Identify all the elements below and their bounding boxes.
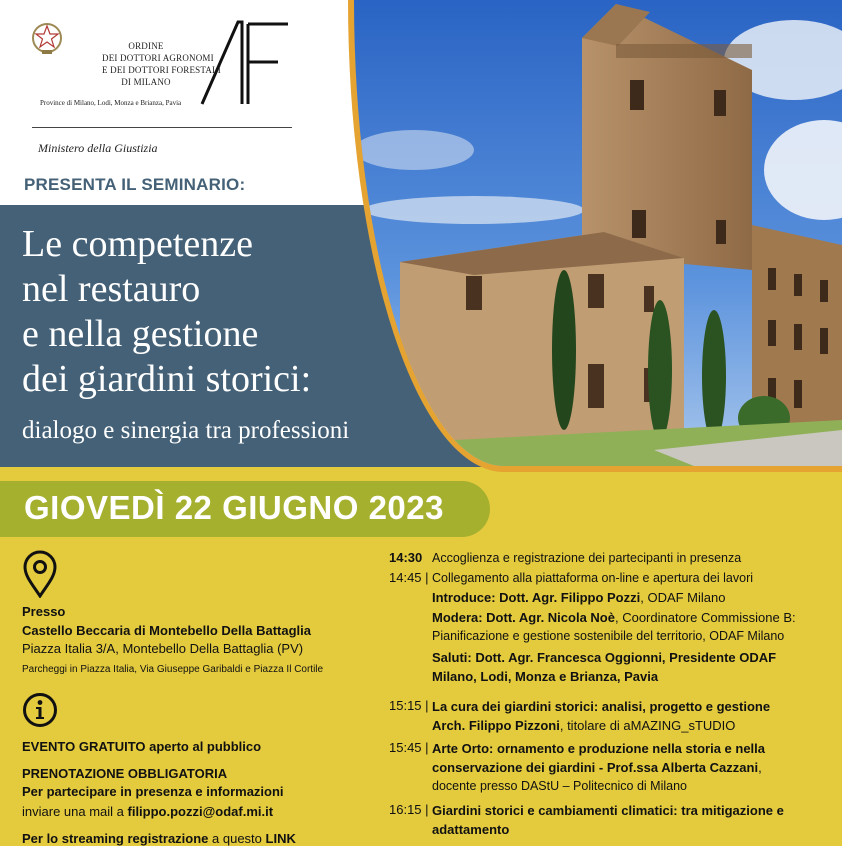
modera-line [432,609,796,626]
title-line-3: e nella gestione [22,313,259,355]
saluti-line-1: Saluti: Dott. Agr. Francesca Oggionni, Presidente ODAF [432,650,777,665]
header-divider [32,127,292,128]
venue-name: Castello Beccaria di Montebello Della Battaglia [22,623,311,638]
talk-1615-title-2: adattamento [432,822,510,837]
time-1515: 15:15 | [389,698,429,713]
presenta-heading: PRESENTA IL SEMINARIO: [24,175,246,194]
modera-role: , Coordinatore Commissione B: [614,610,796,625]
talk-1545-role: docente presso DAStU – Politecnico di Milano [432,779,687,793]
org-provinces: Province di Milano, Lodi, Monza e Brianza, Pavia [40,99,182,107]
venue-label: Presso [22,604,66,619]
org-line-2: DEI DOTTORI AGRONOMI [102,53,214,63]
ministry-label: Ministero della Giustizia [38,141,158,155]
talk-1515-role: , titolare di aMAZING_sTUDIO [559,718,736,733]
talk-1515-title: La cura dei giardini storici: analisi, progetto e gestione [432,699,771,714]
italian-republic-emblem [30,20,64,58]
title-line-4: dei giardini storici: [22,358,312,400]
introduce-speaker: Introduce: Dott. Agr. Filippo Pozzi [432,590,641,605]
introduce-role: , ODAF Milano [640,590,726,605]
talk-1545-comma: , [758,760,762,775]
contact-email-link[interactable]: filippo.pozzi@odaf.mi.it [127,804,274,819]
introduce-line [432,589,725,606]
booking-description: Per partecipare in presenza e informazioni [22,784,284,799]
org-line-1: ORDINE [128,41,164,51]
org-line-3: E DEI DOTTORI FORESTALI [102,65,221,75]
seminar-subtitle: dialogo e sinergia tra professioni [22,417,350,444]
location-pin-icon [22,550,58,603]
booking-required: PRENOTAZIONE OBBLIGATORIA [22,766,228,781]
saluti-line-2: Milano, Lodi, Monza e Brianza, Pavia [432,669,659,684]
streaming-line [22,831,296,846]
af-logo [198,18,290,110]
streaming-link[interactable]: LINK [265,831,296,846]
talk-1545-title-1: Arte Orto: ornamento e produzione nella storia e nella [432,741,765,756]
booking-mail-line [22,804,273,819]
time-1615: 16:15 | [389,802,429,817]
title-line-2: nel restauro [22,268,201,310]
seminar-title [22,222,311,402]
mail-prefix: inviare una mail a [22,804,128,819]
event-date: GIOVEDÌ 22 GIUGNO 2023 [24,489,444,526]
talk-1545-title-2: conservazione dei giardini - Prof.ssa Alberta Cazzani [432,760,759,775]
streaming-label: Per lo streaming registrazione [22,831,209,846]
schedule-1445-text: Collegamento alla piattaforma on-line e apertura dei lavori [432,571,754,585]
time-1545: 15:45 | [389,740,429,755]
modera-speaker: Modera: Dott. Agr. Nicola Noè [432,610,615,625]
talk-1515-speaker-line [432,717,735,734]
schedule-1430-text: Accoglienza e registrazione dei partecipanti in presenza [432,551,742,565]
title-line-1: Le competenze [22,223,254,265]
castle-photo [354,0,842,466]
org-name [102,40,221,88]
org-line-4: DI MILANO [121,77,171,87]
modera-line-2: Pianificazione e gestione sostenibile del territorio, ODAF Milano [432,629,785,643]
time-1445: 14:45 | [389,570,429,585]
venue-address: Piazza Italia 3/A, Montebello Della Battaglia (PV) [22,641,304,656]
info-icon [22,692,58,733]
time-1430: 14:30 [389,550,423,565]
talk-1615-title-1: Giardini storici e cambiamenti climatici: tra mitigazione e [432,803,784,818]
free-event: EVENTO GRATUITO aperto al pubblico [22,739,262,754]
talk-1515-speaker: Arch. Filippo Pizzoni [432,718,560,733]
talk-1545-title-2-line [432,759,762,776]
streaming-rest: a questo [208,831,266,846]
venue-parking: Parcheggi in Piazza Italia, Via Giuseppe Garibaldi e Piazza Il Cortile [22,664,324,675]
